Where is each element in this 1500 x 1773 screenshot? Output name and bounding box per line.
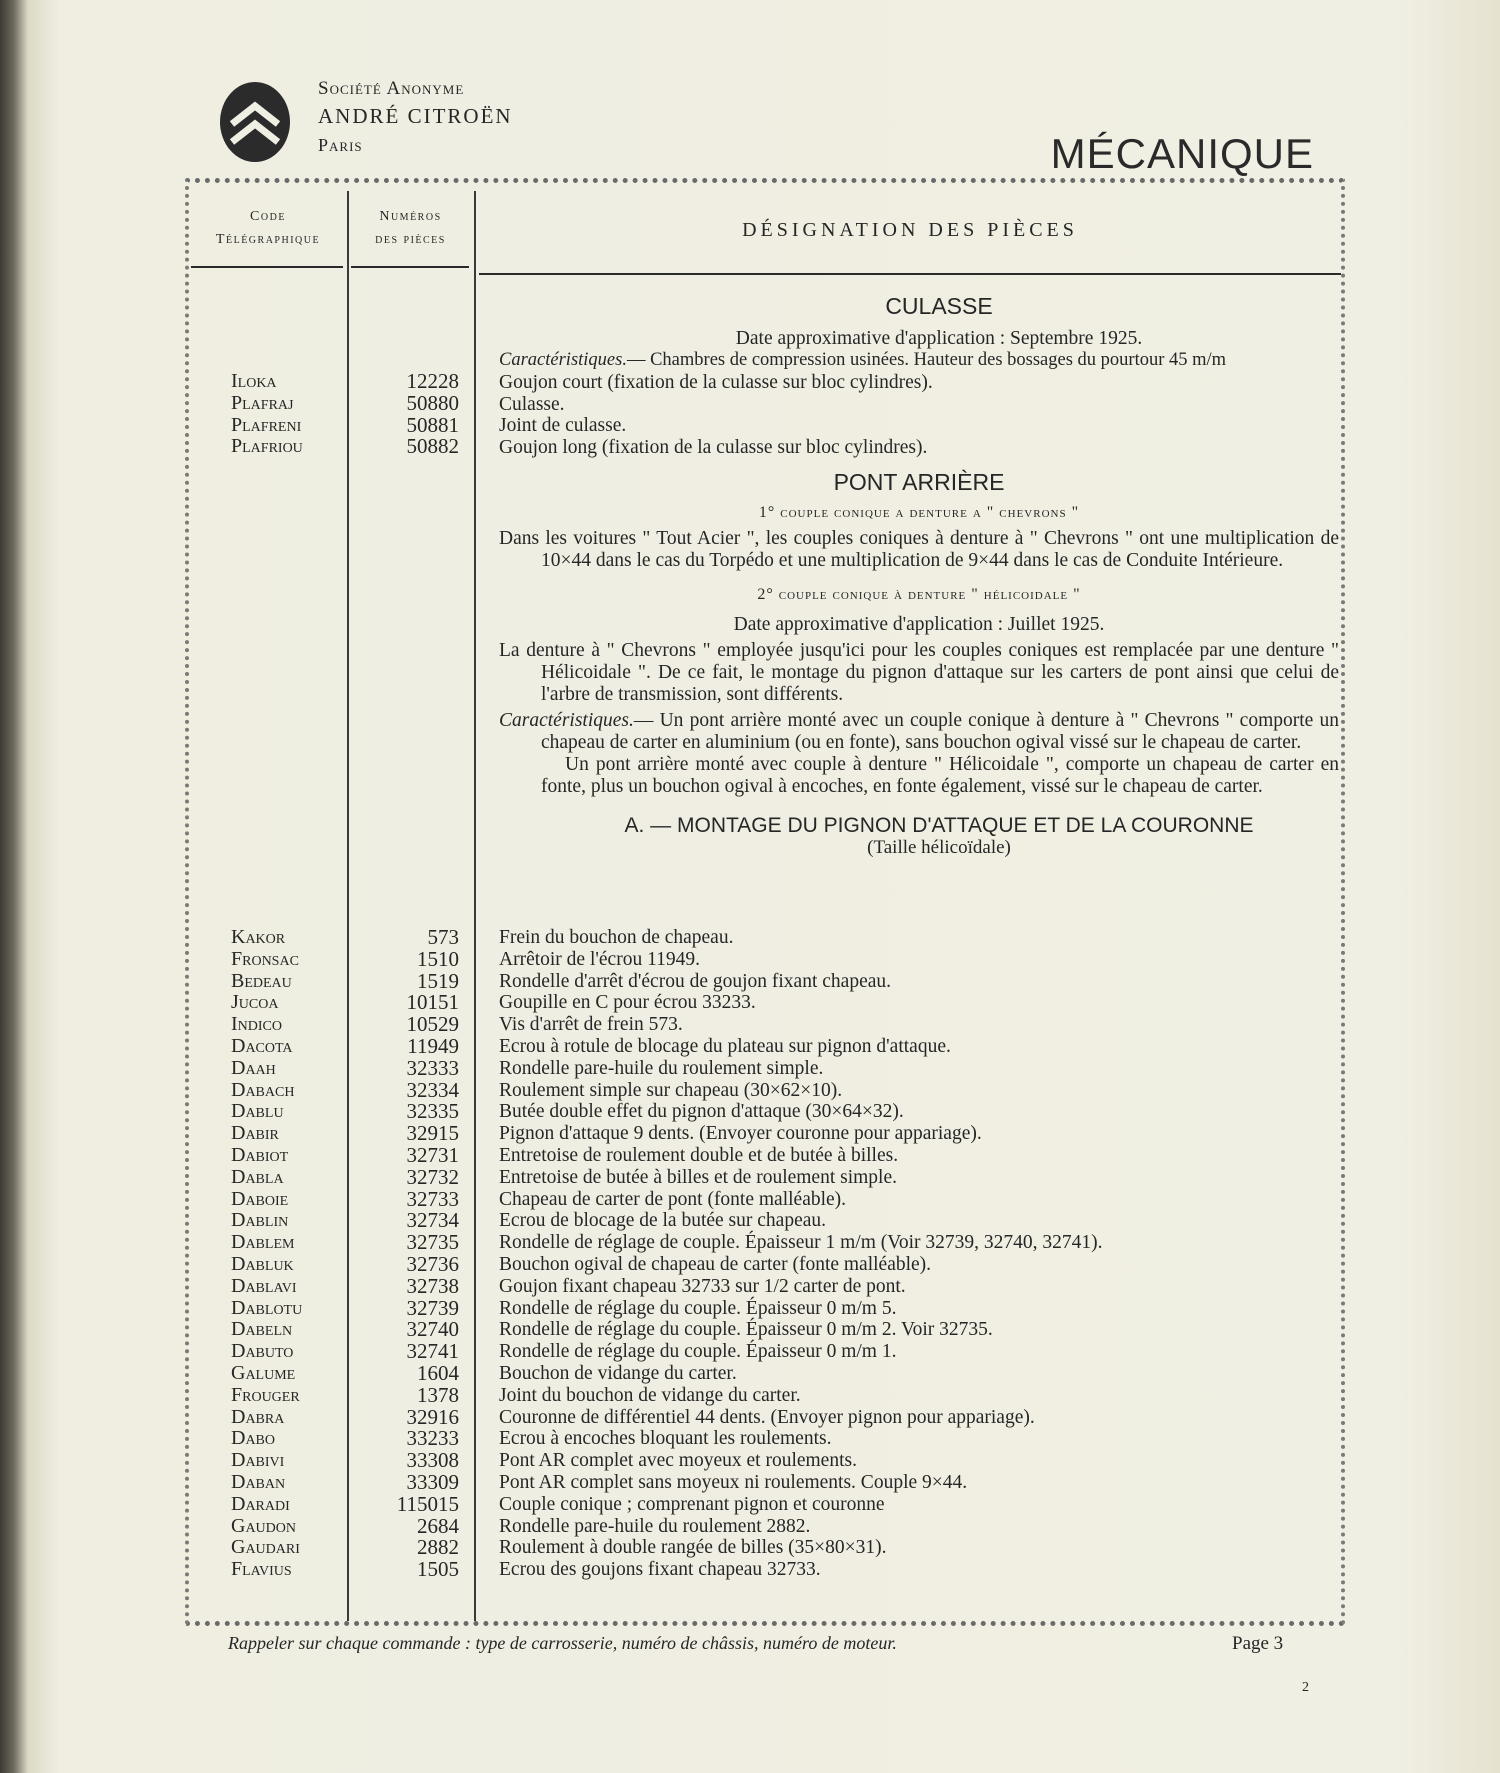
- montage-numbers: [359, 927, 459, 1581]
- pont-subtitle-2: 2° couple conique à denture " hélicoidale ": [757, 585, 1081, 603]
- part-designation: Roulement simple sur chapeau (30×62×10).: [499, 1079, 843, 1101]
- part-code: Dablavi: [231, 1274, 297, 1297]
- culasse-title: CULASSE: [885, 293, 993, 319]
- part-number: 50881: [406, 412, 459, 437]
- part-code: Dabiot: [231, 1143, 289, 1166]
- part-designation: Goujon long (fixation de la culasse sur bloc cylindres).: [499, 437, 928, 459]
- page-number: Page 3: [1232, 1633, 1284, 1654]
- part-designation: Rondelle de réglage de couple. Épaisseur 1 m/m (Voir 32739, 32740, 32741).: [499, 1232, 1103, 1254]
- part-code: Dabluk: [231, 1252, 294, 1275]
- culasse-codes: [231, 371, 347, 458]
- parts-table: [185, 178, 1345, 1626]
- montage-title: A. — MONTAGE DU PIGNON D'ATTAQUE ET DE LA COURONNE: [624, 813, 1254, 837]
- part-designation: Goujon fixant chapeau 32733 sur 1/2 carter de pont.: [499, 1275, 906, 1297]
- part-number: 32733: [406, 1186, 459, 1211]
- culasse-characteristics: Caractéristiques.— Chambres de compression usinées. Hauteur des bossages du pourtour 45 m/m: [499, 350, 1227, 370]
- pont-subtitle-1: 1° couple conique a denture a " chevrons ": [758, 503, 1080, 521]
- column-divider: [347, 191, 349, 1621]
- part-number: 32732: [406, 1164, 459, 1189]
- part-code: Dabivi: [231, 1449, 285, 1472]
- citroen-logo-icon: [218, 80, 292, 164]
- pont-characteristics: Caractéristiques.— Un pont arrière monté avec un couple conique à denture à " Chevrons " comporte un chapeau de carter en aluminium (ou en fonte), sans bouchon ogival vissé sur le chapeau de carter.: [499, 709, 1339, 753]
- montage-subtitle: (Taille hélicoïdale): [867, 836, 1011, 858]
- part-designation: Joint de culasse.: [499, 415, 627, 437]
- part-designation: Couple conique ; comprenant pignon et couronne: [499, 1493, 885, 1515]
- part-designation: Rondelle de réglage du couple. Épaisseur 0 m/m 2. Voir 32735.: [499, 1319, 993, 1341]
- part-designation: Joint du bouchon de vidange du carter.: [499, 1384, 801, 1406]
- part-number: 33309: [406, 1469, 459, 1494]
- part-code: Dabach: [231, 1078, 295, 1101]
- company-line-3: Paris: [318, 135, 363, 155]
- part-number: 33233: [406, 1426, 459, 1451]
- section-title: MÉCANIQUE: [1050, 130, 1314, 177]
- part-code: Dablin: [231, 1209, 289, 1232]
- pont-date: Date approximative d'application : Juillet 1925.: [733, 613, 1105, 635]
- culasse-numbers: [359, 371, 459, 458]
- part-code: Plafreni: [231, 413, 302, 436]
- part-number: 1519: [417, 968, 459, 993]
- header-rule: [479, 273, 1341, 275]
- part-number: 1510: [417, 946, 459, 971]
- pont-paragraph-2: La denture à " Chevrons " employée jusqu'ici pour les couples coniques est remplacée par une denture " Hélicoidale ". De ce fait, le montage du pignon d'attaque sur les carters de pont ainsi que celui de l'arbre de transmission, sont différents.: [499, 639, 1339, 705]
- designation-column: [499, 293, 1339, 858]
- part-number: 11949: [407, 1033, 459, 1058]
- column-divider: [474, 191, 476, 1621]
- part-code: Daboie: [231, 1187, 289, 1210]
- part-designation: Vis d'arrêt de frein 573.: [499, 1014, 683, 1036]
- part-designation: Ecrou de blocage de la butée sur chapeau.: [499, 1210, 827, 1232]
- culasse-date: Date approximative d'application : Septembre 1925.: [735, 328, 1143, 349]
- part-code: Dabo: [231, 1427, 276, 1450]
- part-code: Daban: [231, 1470, 286, 1493]
- part-code: Iloka: [231, 370, 277, 392]
- part-number: 32731: [406, 1142, 459, 1167]
- part-number: 12228: [406, 369, 459, 393]
- part-code: Plafriou: [231, 435, 303, 458]
- part-designation: Roulement à double rangée de billes (35×80×31).: [499, 1537, 887, 1559]
- part-number: 32739: [406, 1295, 459, 1320]
- part-number: 32335: [406, 1099, 459, 1124]
- part-code: Dabra: [231, 1405, 285, 1428]
- part-designation: Rondelle de réglage du couple. Épaisseur 0 m/m 5.: [499, 1297, 897, 1319]
- part-designation: Frein du bouchon de chapeau.: [499, 927, 734, 948]
- part-code: Daradi: [231, 1492, 290, 1515]
- part-designation: Goupille en C pour écrou 33233.: [499, 992, 756, 1014]
- part-code: Daah: [231, 1056, 276, 1079]
- part-designation: Entretoise de roulement double et de butée à billes.: [499, 1144, 899, 1166]
- part-code: Dabir: [231, 1122, 279, 1145]
- part-number: 1505: [417, 1557, 459, 1582]
- company-name: [318, 78, 513, 156]
- part-designation: Bouchon ogival de chapeau de carter (fonte malléable).: [499, 1253, 932, 1275]
- pont-title: PONT ARRIÈRE: [833, 468, 1005, 495]
- part-code: Dabla: [231, 1165, 284, 1188]
- column-header-number: Numéros des pièces: [375, 209, 446, 247]
- part-number: 1604: [417, 1360, 459, 1385]
- part-code: Dabuto: [231, 1340, 294, 1363]
- part-designation: Pignon d'attaque 9 dents. (Envoyer couronne pour appariage).: [499, 1123, 982, 1145]
- part-code: Fronsac: [231, 947, 299, 970]
- part-designation: Entretoise de butée à billes et de roulement simple.: [499, 1166, 897, 1188]
- part-designation: Bouchon de vidange du carter.: [499, 1362, 737, 1384]
- part-designation: Goujon court (fixation de la culasse sur bloc cylindres).: [499, 371, 933, 393]
- part-number: 32334: [406, 1077, 459, 1102]
- part-code: Kakor: [231, 926, 286, 948]
- part-designation: Rondelle d'arrêt d'écrou de goujon fixant chapeau.: [499, 970, 891, 992]
- part-designation: Culasse.: [499, 393, 565, 415]
- part-code: Jucoa: [231, 991, 279, 1014]
- sheet-number: 2: [1302, 1680, 1309, 1695]
- part-designation: Rondelle pare-huile du roulement simple.: [499, 1057, 824, 1079]
- part-code: Indico: [231, 1013, 282, 1036]
- part-number: 32741: [406, 1339, 459, 1364]
- column-header-designation: DÉSIGNATION DES PIÈCES: [742, 219, 1078, 241]
- part-number: 32736: [406, 1251, 459, 1276]
- column-header-code: Code Télégraphique: [215, 209, 321, 247]
- part-designation: Butée double effet du pignon d'attaque (30×64×32).: [499, 1101, 904, 1123]
- part-number: 32740: [406, 1317, 459, 1342]
- part-code: Dablu: [231, 1100, 284, 1123]
- part-number: 1378: [417, 1382, 459, 1407]
- part-code: Dabeln: [231, 1318, 293, 1341]
- montage-codes: [231, 927, 347, 1581]
- part-number: 32734: [406, 1208, 459, 1233]
- part-code: Plafraj: [231, 391, 294, 414]
- part-number: 115015: [396, 1491, 459, 1516]
- part-code: Flavius: [231, 1558, 292, 1581]
- part-code: Bedeau: [231, 969, 292, 992]
- part-code: Dablem: [231, 1231, 295, 1254]
- part-designation: Ecrou à rotule de blocage du plateau sur pignon d'attaque.: [499, 1035, 951, 1057]
- header-rule: [351, 266, 469, 268]
- part-number: 10151: [406, 990, 459, 1015]
- part-code: Frouger: [231, 1383, 300, 1406]
- pont-paragraph-1: Dans les voitures " Tout Acier ", les couples coniques à denture à " Chevrons " ont une multiplication de 10×44 dans le cas du Torpédo et une multiplication de 9×44 dans le cas de Conduite Intérieure.: [499, 527, 1339, 571]
- part-number: 2882: [417, 1535, 459, 1560]
- montage-designations: [499, 927, 1339, 1581]
- company-line-2: ANDRÉ CITROËN: [318, 104, 513, 128]
- part-code: Galume: [231, 1361, 296, 1384]
- part-designation: Pont AR complet sans moyeux ni roulements. Couple 9×44.: [499, 1471, 968, 1493]
- part-designation: Chapeau de carter de pont (fonte malléable).: [499, 1188, 847, 1210]
- part-number: 32735: [406, 1230, 459, 1255]
- header-rule: [191, 266, 343, 268]
- part-designation: Couronne de différentiel 44 dents. (Envoyer pignon pour appariage).: [499, 1406, 1035, 1428]
- part-designation: Arrêtoir de l'écrou 11949.: [499, 948, 700, 970]
- part-designation: Ecrou à encoches bloquant les roulements.: [499, 1428, 832, 1450]
- company-line-1: Société Anonyme: [318, 78, 465, 99]
- pont-paragraph-3: Un pont arrière monté avec couple à denture " Hélicoidale ", comporte un chapeau de carter en fonte, plus un bouchon ogival à encoches, en fonte également, vissé sur le chapeau de carter.: [541, 753, 1339, 797]
- part-designation: Pont AR complet avec moyeux et roulements.: [499, 1450, 857, 1472]
- part-number: 32916: [406, 1404, 459, 1429]
- part-designation: Rondelle de réglage du couple. Épaisseur 0 m/m 1.: [499, 1341, 897, 1363]
- part-number: 32333: [406, 1055, 459, 1080]
- part-code: Dacota: [231, 1034, 293, 1057]
- part-number: 50880: [406, 390, 459, 415]
- part-designation: Rondelle pare-huile du roulement 2882.: [499, 1515, 811, 1537]
- part-number: 573: [427, 925, 459, 949]
- part-designation: Ecrou des goujons fixant chapeau 32733.: [499, 1559, 821, 1581]
- part-number: 50882: [406, 434, 459, 459]
- part-number: 32738: [406, 1273, 459, 1298]
- part-number: 2684: [417, 1513, 459, 1538]
- part-number: 10529: [406, 1012, 459, 1037]
- footer-note: Rappeler sur chaque commande : type de carrosserie, numéro de châssis, numéro de moteur.: [228, 1633, 897, 1653]
- part-number: 33308: [406, 1448, 459, 1473]
- part-code: Gaudon: [231, 1514, 296, 1537]
- part-code: Dablotu: [231, 1296, 303, 1319]
- part-code: Gaudari: [231, 1536, 300, 1559]
- part-number: 32915: [406, 1121, 459, 1146]
